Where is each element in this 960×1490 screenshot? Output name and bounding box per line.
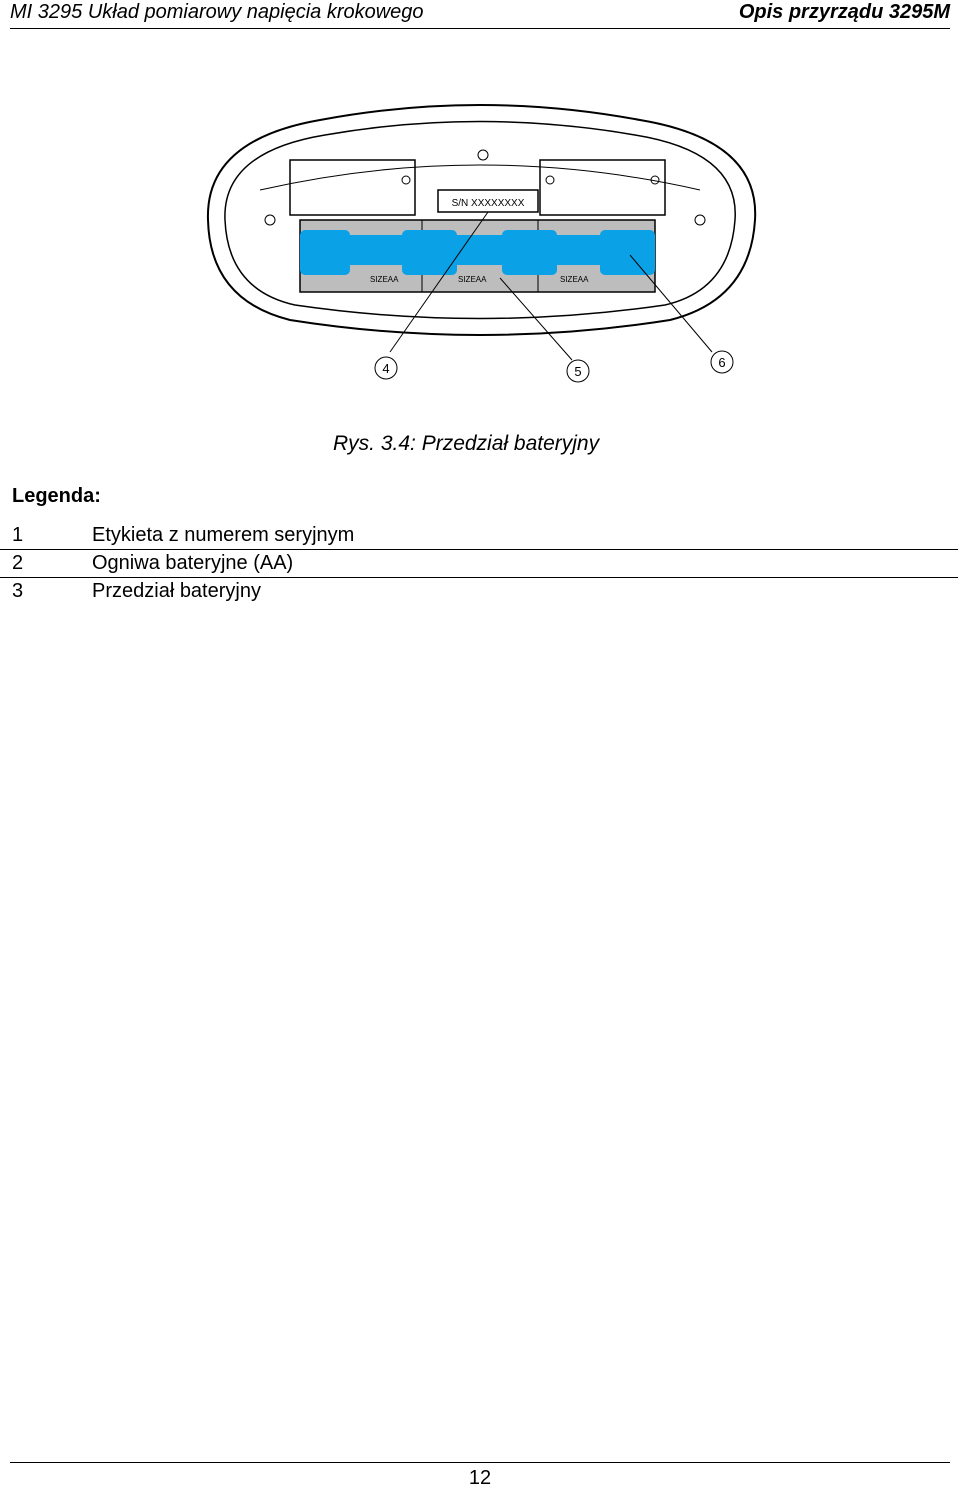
header-document-title: MI 3295 Układ pomiarowy napięcia krokowego [10,1,424,23]
screw-icon [546,176,554,184]
battery-size-label: SIZEAA [560,275,589,284]
housing-ridge [260,165,700,190]
svg-text:4: 4 [382,361,390,376]
battery-compartment-figure [200,80,760,390]
legend-item [0,550,958,578]
page-number: 12 [468,1467,492,1489]
page-header [10,0,950,29]
legend-title: Legenda: [12,485,101,507]
figure-caption: Rys. 3.4: Przedział bateryjny [333,432,600,455]
header-section-title: Opis przyrządu 3295M [738,1,950,23]
legend-item-number: 3 [12,580,24,602]
battery-cell [300,230,350,275]
legend-item-number: 2 [12,552,24,574]
legend-item-text: Przedział bateryjny [92,580,261,602]
battery-size-label: SIZEAA [370,275,399,284]
legend-list [0,522,958,605]
legend-item [0,522,958,550]
legend-item-text: Ogniwa bateryjne (AA) [92,552,294,574]
svg-text:5: 5 [574,364,582,379]
screw-icon [265,215,275,225]
legend-item-number: 1 [12,524,24,546]
screw-icon [402,176,410,184]
battery-cell [600,230,655,275]
callout-line-6 [630,255,712,352]
battery-compartment-drawing [200,80,760,390]
legend-item-text: Etykieta z numerem seryjnym [92,524,355,546]
serial-label: S/N XXXXXXXX [451,198,525,209]
page-footer [10,1462,950,1489]
svg-text:6: 6 [718,355,726,370]
legend-item [0,578,958,605]
battery-cell [502,230,557,275]
battery-size-label: SIZEAA [458,275,487,284]
screw-icon [478,150,488,160]
screw-icon [695,215,705,225]
battery-strip [304,235,650,265]
